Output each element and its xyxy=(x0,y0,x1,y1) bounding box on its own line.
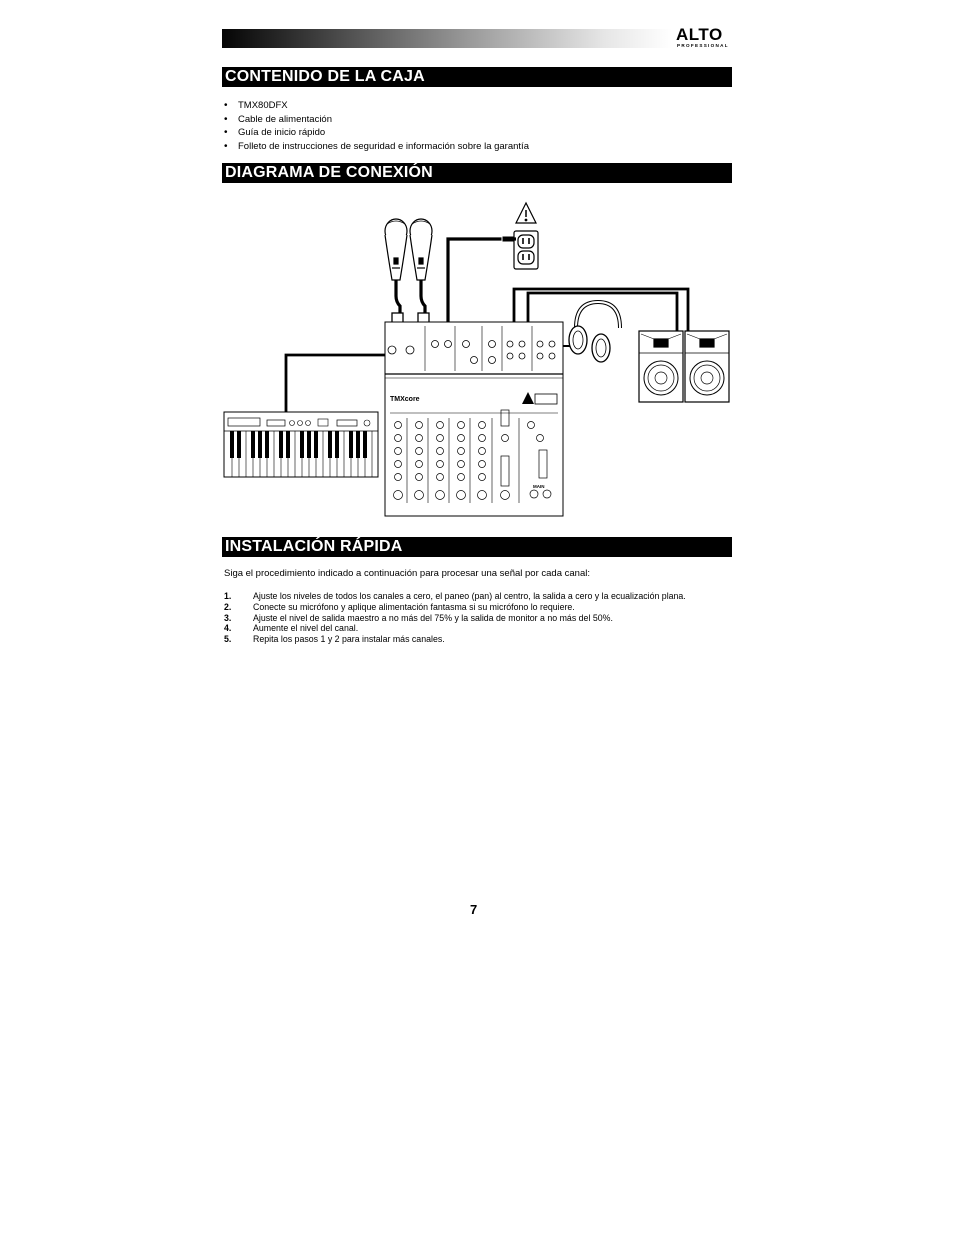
speaker-icon xyxy=(639,331,683,402)
step-number: 4. xyxy=(224,623,232,634)
section-title-box-contents: CONTENIDO DE LA CAJA xyxy=(222,67,732,87)
section-title-quick-setup: INSTALACIÓN RÁPIDA xyxy=(222,537,732,557)
logo-wordmark: ALTO xyxy=(676,25,723,44)
quick-setup-steps xyxy=(224,591,686,645)
list-item: • TMX80DFX xyxy=(224,99,529,113)
speaker-icon xyxy=(685,331,729,402)
step-number: 3. xyxy=(224,612,232,623)
connection-diagram xyxy=(222,198,734,520)
list-item: • Folleto de instrucciones de seguridad e información sobre la garantía xyxy=(224,140,529,154)
page-number: 7 xyxy=(470,902,478,917)
step-text: Aumente el nivel del canal. xyxy=(253,623,359,634)
list-item xyxy=(224,634,686,645)
list-item xyxy=(224,623,686,634)
warning-triangle-icon xyxy=(516,203,536,223)
power-outlet-icon xyxy=(514,231,538,269)
step-number: 5. xyxy=(224,634,232,645)
microphone-icon xyxy=(410,219,432,280)
step-number: 2. xyxy=(224,601,232,612)
alto-logo xyxy=(676,26,734,48)
list-item xyxy=(224,591,686,602)
step-text: Ajuste los niveles de todos los canales a cero, el paneo (pan) al centro, la salida a cero y la ecualización plana. xyxy=(253,591,686,601)
logo-subtitle: PROFESSIONAL xyxy=(677,43,729,48)
step-text: Conecte su micrófono y aplique alimentación fantasma si su micrófono lo requiere. xyxy=(253,601,575,612)
list-item xyxy=(224,613,686,624)
list-item: • Cable de alimentación xyxy=(224,113,529,127)
section-title-connection-diagram: DIAGRAMA DE CONEXIÓN xyxy=(222,163,732,183)
step-text: Repita los pasos 1 y 2 para instalar más canales. xyxy=(253,634,445,645)
box-contents-list xyxy=(224,99,529,153)
header-gradient-bar xyxy=(222,29,672,48)
microphone-icon xyxy=(385,219,407,280)
power-cable xyxy=(448,239,516,322)
list-item xyxy=(224,602,686,613)
quick-setup-intro: Siga el procedimiento indicado a continuación para procesar una señal por cada canal: xyxy=(224,568,590,579)
keyboard-cable xyxy=(286,355,385,412)
step-number: 1. xyxy=(224,591,232,601)
mixer-main-label: MAIN xyxy=(533,484,545,489)
mixer-model-label: TMXcore xyxy=(390,396,420,403)
list-item: • Guía de inicio rápido xyxy=(224,126,529,140)
keyboard-icon xyxy=(224,412,378,477)
headphones-icon xyxy=(569,302,620,362)
step-text: Ajuste el nivel de salida maestro a no más del 75% y la salida de monitor a no más del 50%. xyxy=(253,612,613,623)
